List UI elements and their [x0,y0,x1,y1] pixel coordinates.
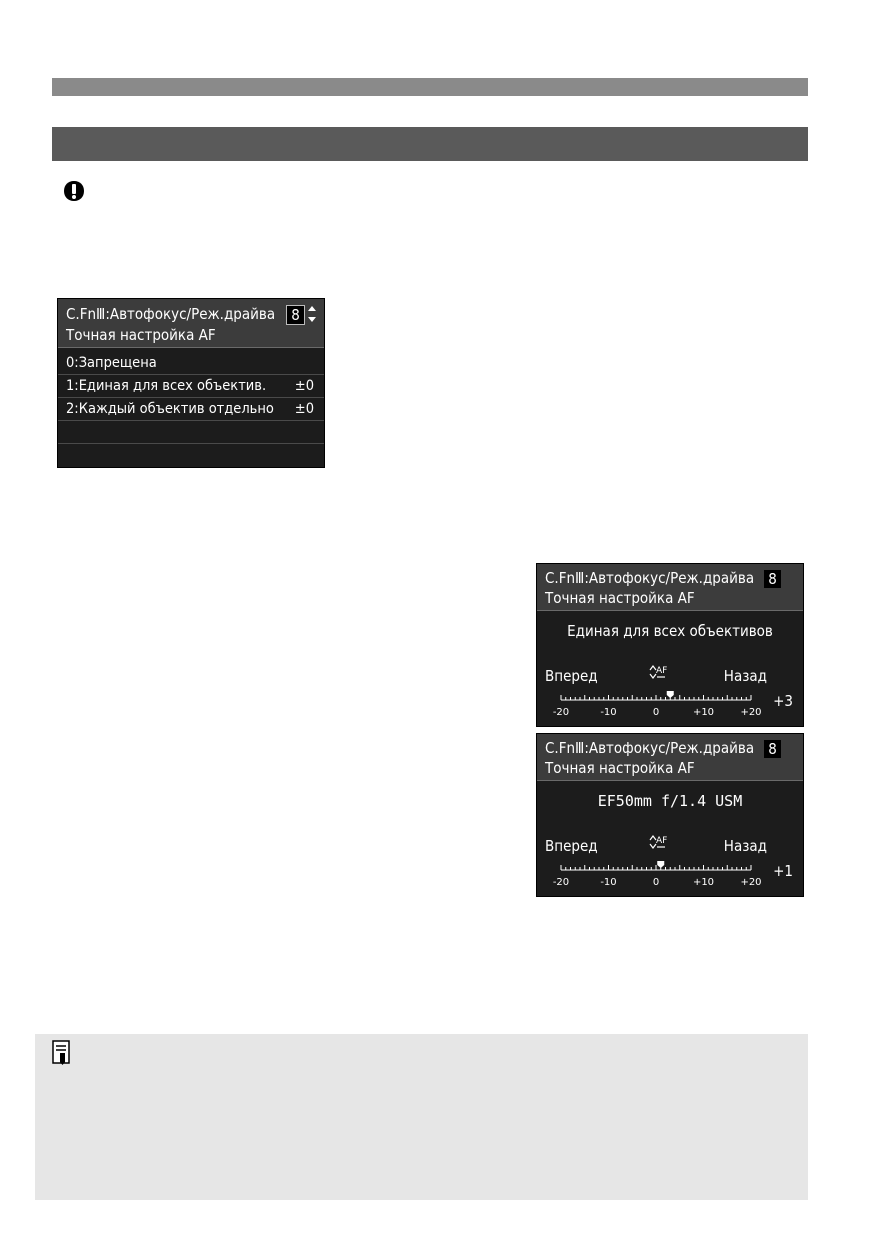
screen-header [58,299,324,348]
function-subtitle: Точная настройка AF [66,326,216,344]
scale-label: 0 [652,707,660,718]
option-value: ±0 [294,401,314,417]
backward-label: Назад [723,667,767,685]
function-subtitle: Точная настройка AF [545,759,695,777]
adjust-mode-label: Единая для всех объективов [567,622,773,640]
option-each-lens[interactable] [58,398,324,421]
note-box [35,1034,808,1200]
caution-icon [63,180,85,202]
af-text: AF [656,666,668,676]
custom-function-title: C.FnⅢ:Автофокус/Реж.драйва [545,569,755,587]
af-microadjust-menu-screen [57,298,325,468]
scale-label: +10 [692,877,715,888]
scale-marker [667,691,674,698]
custom-function-title: C.FnⅢ:Автофокус/Реж.драйва [66,305,276,323]
function-number[interactable]: 8 [286,305,305,325]
option-label: 1:Единая для всех объектив. [66,378,267,394]
scale-label: -10 [600,877,617,888]
lens-name: EF50mm f/1.4 USM [597,792,743,810]
empty-row [58,421,324,444]
option-label: 2:Каждый объектив отдельно [66,401,274,417]
adjust-scale[interactable] [537,690,767,726]
af-adjust-screen-all-lenses [536,563,804,727]
scale-marker [657,861,664,868]
scale-label: 0 [652,877,660,888]
adjust-value-readout: +1 [773,862,793,880]
af-adjust-icon [648,664,666,681]
scale-label: -20 [552,707,570,718]
af-adjust-icon [648,834,666,851]
forward-label: Вперед [545,667,598,685]
scale-label: -10 [600,707,617,718]
scale-label: -20 [552,877,570,888]
adjust-value-readout: +3 [773,692,793,710]
option-disabled[interactable] [58,352,324,375]
af-text: AF [656,836,668,846]
option-all-lenses[interactable] [58,375,324,398]
function-subtitle: Точная настройка AF [545,589,695,607]
custom-function-title: C.FnⅢ:Автофокус/Реж.драйва [545,739,755,757]
forward-label: Вперед [545,837,598,855]
scale-label: +10 [692,707,715,718]
function-number: 8 [764,740,781,758]
scale-label: +20 [740,877,762,888]
screen-header [537,734,803,781]
function-number: 8 [764,570,781,588]
option-value: ±0 [294,378,314,394]
af-adjust-screen-per-lens [536,733,804,897]
option-label: 0:Запрещена [66,355,157,371]
scale-label: +20 [740,707,762,718]
section-title-bar [52,127,808,161]
backward-label: Назад [723,837,767,855]
memo-icon [52,1040,72,1066]
top-header-rule [52,78,808,96]
adjust-scale[interactable] [537,860,767,896]
screen-header [537,564,803,611]
up-down-arrows-icon [307,305,317,323]
